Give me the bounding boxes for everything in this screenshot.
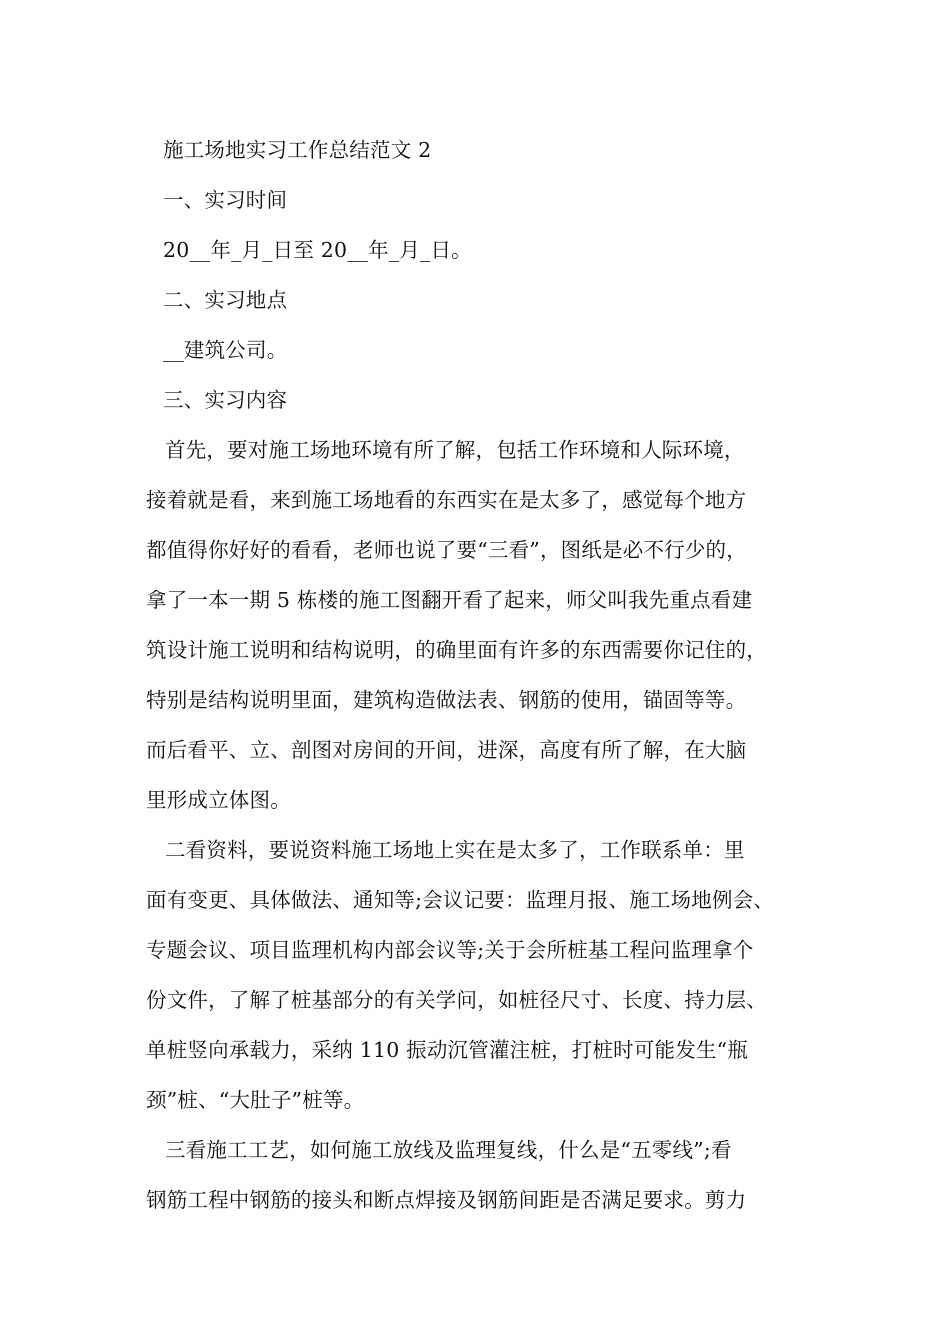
paragraph-line: 首先，要对施工场地环境有所了解，包括工作环境和人际环境， <box>165 438 745 462</box>
paragraph-line: 拿了一本一期 5 栋楼的施工图翻开看了起来，师父叫我先重点看建 <box>146 588 753 612</box>
paragraph-line: 专题会议、项目监理机构内部会议等;关于会所桩基工程问监理拿个 <box>146 938 754 962</box>
section-content-time: 20__年_月_日至 20__年_月_日。 <box>163 238 472 262</box>
paragraph-line: 单桩竖向承载力，采纳 110 振动沉管灌注桩，打桩时可能发生“瓶 <box>146 1038 749 1062</box>
paragraph-line: 都值得你好好的看看，老师也说了要“三看”，图纸是必不行少的， <box>146 538 747 562</box>
paragraph-line: 筑设计施工说明和结构说明，的确里面有许多的东西需要你记住的， <box>146 638 767 662</box>
paragraph-line: 特别是结构说明里面，建筑构造做法表、钢筋的使用，锚固等等。 <box>146 688 747 712</box>
paragraph-line: 钢筋工程中钢筋的接头和断点焊接及钢筋间距是否满足要求。剪力 <box>146 1188 747 1212</box>
section-heading-location: 二、实习地点 <box>163 288 288 312</box>
paragraph-line: 接着就是看，来到施工场地看的东西实在是太多了，感觉每个地方 <box>146 488 747 512</box>
paragraph-line: 里形成立体图。 <box>146 788 291 812</box>
document-title: 施工场地实习工作总结范文 2 <box>163 138 432 162</box>
section-heading-content: 三、实习内容 <box>163 388 288 412</box>
paragraph-line: 份文件，了解了桩基部分的有关学问，如桩径尺寸、长度、持力层、 <box>146 988 767 1012</box>
section-content-location: __建筑公司。 <box>163 338 288 362</box>
section-heading-time: 一、实习时间 <box>163 188 288 212</box>
paragraph-line: 而后看平、立、剖图对房间的开间，进深，高度有所了解，在大脑 <box>146 738 747 762</box>
paragraph-line: 三看施工工艺，如何施工放线及监理复线，什么是“五零线”;看 <box>165 1138 732 1162</box>
paragraph-line: 二看资料，要说资料施工场地上实在是太多了，工作联系单：里 <box>165 838 745 862</box>
paragraph-line: 颈”桩、“大肚子”桩等。 <box>146 1088 365 1112</box>
paragraph-line: 面有变更、具体做法、通知等;会议记要：监理月报、施工场地例会、 <box>146 888 775 912</box>
